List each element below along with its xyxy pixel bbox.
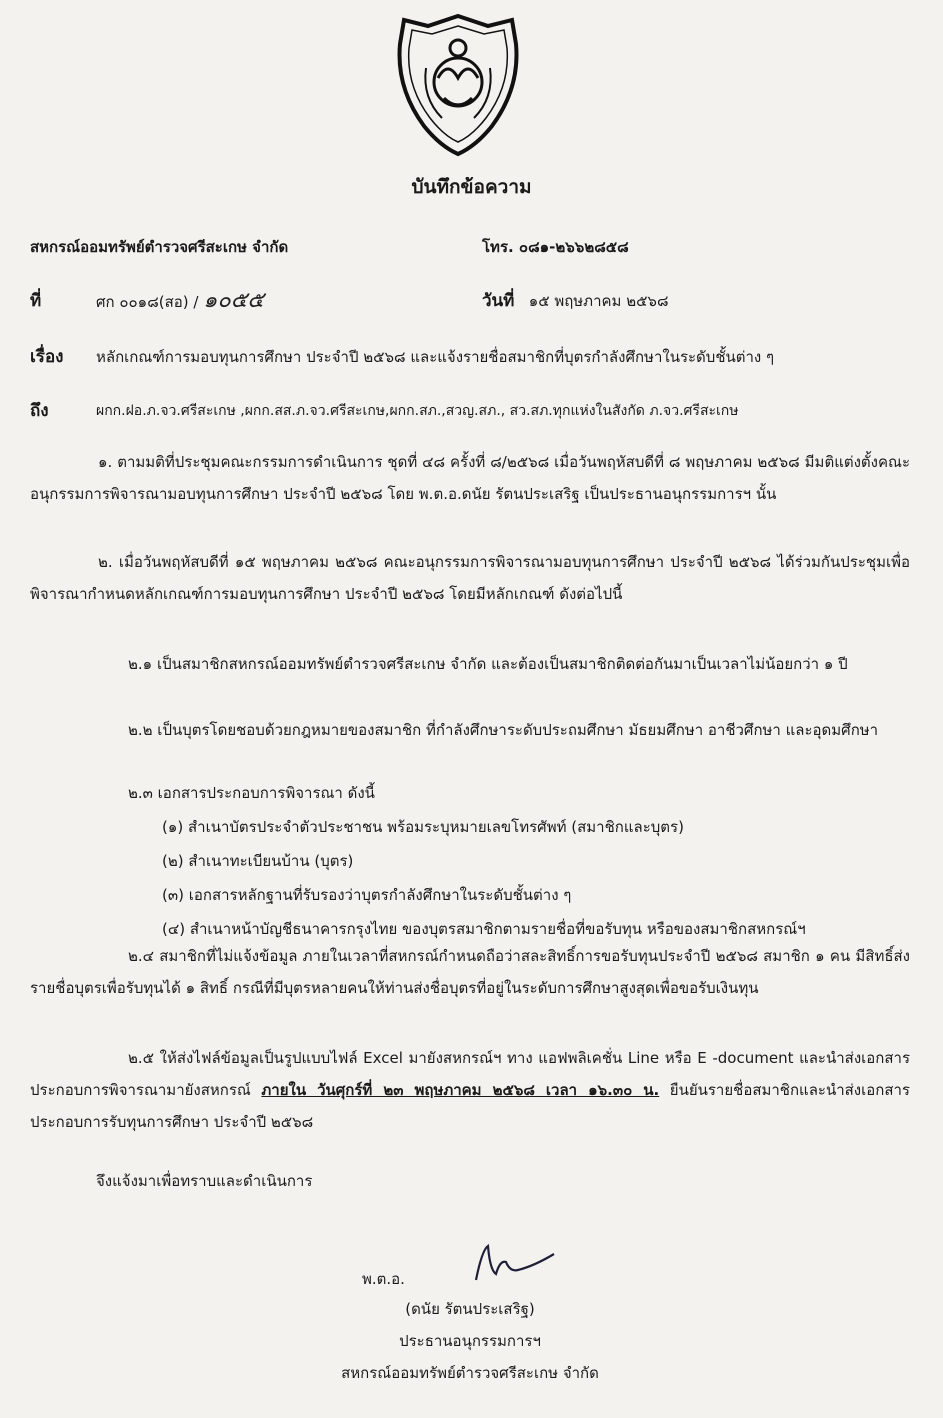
to-label: ถึง xyxy=(30,401,49,421)
paragraph-2: ๒. เมื่อวันพฤหัสบดีที่ ๑๕ พฤษภาคม ๒๕๖๘ คณะอนุกรรมการพิจารณามอบทุนการศึกษา ประจำปี ๒๕๖๘ ได้ร่วมกันประชุมเพื่อพิจารณากำหนดหลักเกณฑ์การมอบทุนการศึกษา ประจำปี ๒๕๖๘ โดยมีหลักเกณฑ์ ดังต่อไปนี้ xyxy=(30,553,910,603)
paragraph-1: ๑. ตามมติที่ประชุมคณะกรรมการดำเนินการ ชุดที่ ๔๘ ครั้งที่ ๘/๒๕๖๘ เมื่อวันพฤหัสบดีที่ ๘ พฤษภาคม ๒๕๖๘ มีมติแต่งตั้งคณะอนุกรรมการพิจารณามอบทุนการศึกษา ประจำปี ๒๕๖๘ โดย พ.ต.อ.ดนัย รัตนประเสริฐ เป็นประธานอนุกรรมการฯ นั้น xyxy=(30,453,910,503)
document-title: บันทึกข้อความ xyxy=(411,176,532,198)
subject-label: เรื่อง xyxy=(30,347,64,367)
subject-text: หลักเกณฑ์การมอบทุนการศึกษา ประจำปี ๒๕๖๘ และแจ้งรายชื่อสมาชิกที่บุตรกำลังศึกษาในระดับชั้นต่าง ๆ xyxy=(96,348,775,366)
phone-number: โทร. ๐๘๑-๒๖๖๒๘๕๘ xyxy=(482,238,629,256)
paragraph-2-5: ๒.๕ ให้ส่งไฟล์ข้อมูลเป็นรูปแบบไฟล์ Excel มายังสหกรณ์ฯ ทาง แอฟพลิเคชั่น Line หรือ E -document และนำส่งเอกสารประกอบการพิจารณามายังสหกรณ์ ภายใน วันศุกร์ที่ ๒๓ พฤษภาคม ๒๕๖๘ เวลา ๑๖.๓๐ น. ยืนยันรายชื่อสมาชิกและนำส่งเอกสารประกอบการรับทุนการศึกษา ประจำปี ๒๕๖๘ xyxy=(30,1049,910,1131)
date-value: ๑๕ พฤษภาคม ๒๕๖๘ xyxy=(528,292,669,310)
cooperative-emblem-icon xyxy=(392,8,524,158)
list-item: (๓) เอกสารหลักฐานที่รับรองว่าบุตรกำลังศึกษาในระดับชั้นต่าง ๆ xyxy=(162,886,572,904)
ref-label: ที่ xyxy=(30,291,42,311)
ref-number: ศก ๐๐๑๘(สอ) / ๑๐๕๕ xyxy=(96,288,264,313)
signer-org: สหกรณ์ออมทรัพย์ตำรวจศรีสะเกษ จำกัด xyxy=(341,1364,599,1382)
list-item: (๔) สำเนาหน้าบัญชีธนาคารกรุงไทย ของบุตรสมาชิกตามรายชื่อที่ขอรับทุน หรือของสมาชิกสหกรณ์ฯ xyxy=(162,920,806,938)
closing-text: จึงแจ้งมาเพื่อทราบและดำเนินการ xyxy=(96,1172,313,1190)
ref-handwritten: ๑๐๕๕ xyxy=(203,288,264,313)
list-item: (๒) สำเนาทะเบียนบ้าน (บุตร) xyxy=(162,852,354,870)
date-label: วันที่ xyxy=(482,291,515,311)
paragraph-2-3: ๒.๓ เอกสารประกอบการพิจารณา ดังนี้ xyxy=(128,784,375,802)
list-item: (๑) สำเนาบัตรประจำตัวประชาชน พร้อมระบุหมายเลขโทรศัพท์ (สมาชิกและบุตร) xyxy=(162,818,684,836)
date-line xyxy=(482,290,669,312)
signer-rank: พ.ต.อ. xyxy=(362,1270,405,1288)
handwritten-signature-icon xyxy=(470,1240,560,1290)
org-name: สหกรณ์ออมทรัพย์ตำรวจศรีสะเกษ จำกัด xyxy=(30,238,289,256)
paragraph-2-4: ๒.๔ สมาชิกที่ไม่แจ้งข้อมูล ภายในเวลาที่สหกรณ์กำหนดถือว่าสละสิทธิ์การขอรับทุนประจำปี ๒๕๖๘ สมาชิก ๑ คน มีสิทธิ์ส่งรายชื่อบุตรเพื่อรับทุนได้ ๑ สิทธิ์ กรณีที่มีบุตรหลายคนให้ท่านส่งชื่อบุตรที่อยู่ในระดับการศึกษาสูงสุดเพื่อขอรับเงินทุน xyxy=(30,947,910,997)
paragraph-2-2: ๒.๒ เป็นบุตรโดยชอบด้วยกฎหมายของสมาชิก ที่กำลังศึกษาระดับประถมศึกษา มัธยมศึกษา อาชีวศึกษา และอุดมศึกษา xyxy=(128,721,879,739)
to-text: ผกก.ฝอ.ภ.จว.ศรีสะเกษ ,ผกก.สส.ภ.จว.ศรีสะเกษ,ผกก.สภ.,สวญ.สภ., สว.สภ.ทุกแห่งในสังกัด ภ.จว.ศรีสะเกษ xyxy=(96,403,739,419)
deadline-text: ภายใน วันศุกร์ที่ ๒๓ พฤษภาคม ๒๕๖๘ เวลา ๑๖.๓๐ น. xyxy=(261,1081,660,1099)
paragraph-2-1: ๒.๑ เป็นสมาชิกสหกรณ์ออมทรัพย์ตำรวจศรีสะเกษ จำกัด และต้องเป็นสมาชิกติดต่อกันมาเป็นเวลาไม่น้อยกว่า ๑ ปี xyxy=(128,655,848,673)
signer-name: (ดนัย รัตนประเสริฐ) xyxy=(405,1300,535,1318)
signer-position: ประธานอนุกรรมการฯ xyxy=(399,1332,541,1350)
